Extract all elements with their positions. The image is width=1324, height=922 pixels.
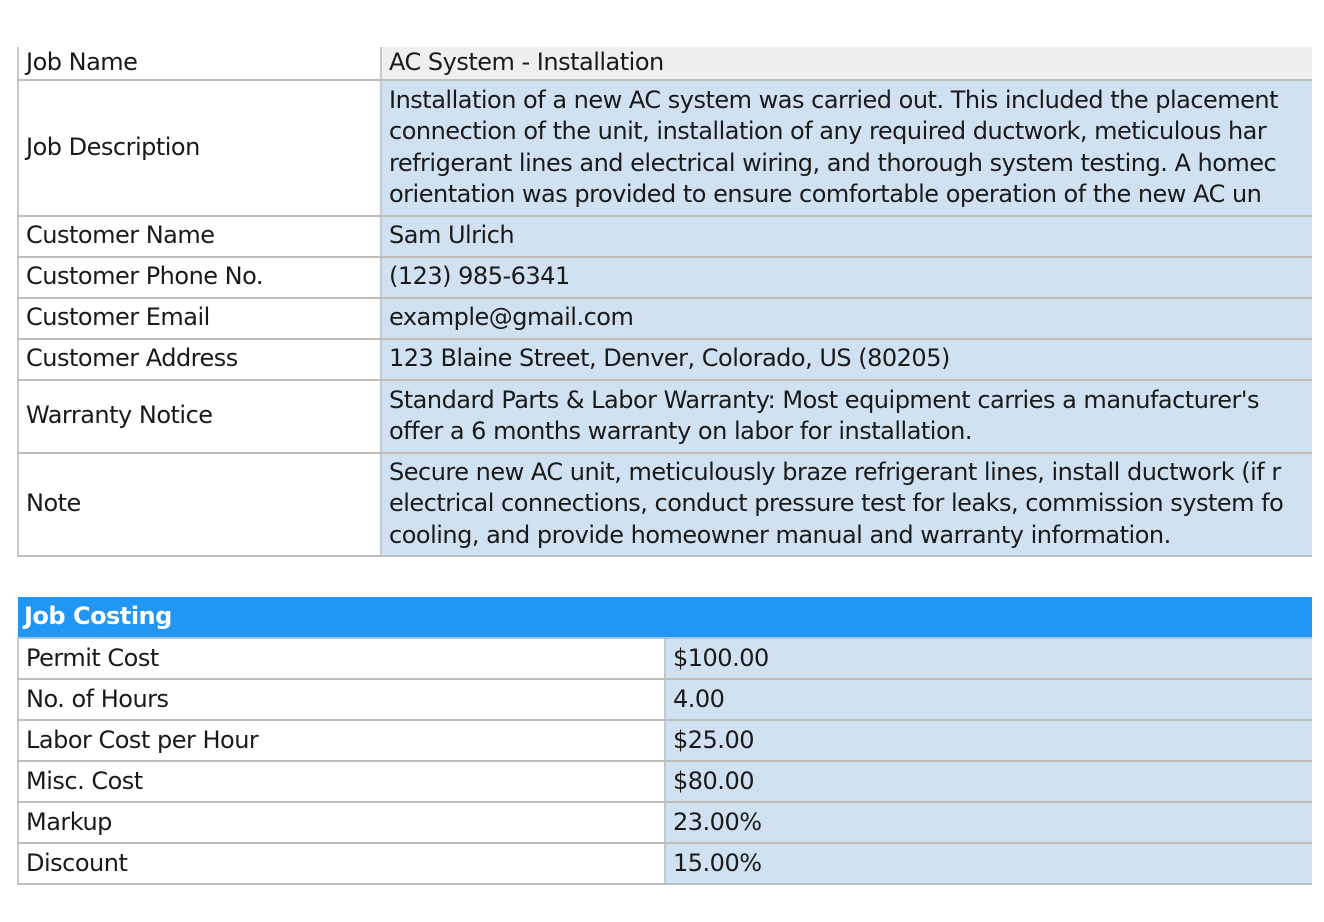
label-job-name[interactable]: Job Name [18,47,381,80]
label-labor-cost[interactable]: Labor Cost per Hour [18,720,665,761]
label-discount[interactable]: Discount [18,843,665,884]
value-discount[interactable]: 15.00% [665,843,1312,884]
job-costing-title[interactable]: Job Costing [18,597,1312,638]
note-line: cooling, and provide homeowner manual and warranty information. [389,520,1171,549]
description-line: orientation was provided to ensure comfortable operation of the new AC un [389,180,1262,208]
value-permit-cost[interactable]: $100.00 [665,638,1312,679]
label-customer-name[interactable]: Customer Name [18,216,381,257]
job-costing-table [17,597,1312,885]
job-costing-header [18,597,1312,638]
value-customer-email[interactable]: example@gmail.com [381,298,1312,339]
label-customer-phone[interactable]: Customer Phone No. [18,257,381,298]
row-discount [18,843,1312,884]
label-warranty-notice[interactable]: Warranty Notice [18,380,381,453]
value-labor-cost[interactable]: $25.00 [665,720,1312,761]
label-job-description[interactable]: Job Description [18,80,381,216]
row-warranty-notice [18,380,1312,453]
label-note[interactable]: Note [18,453,381,556]
row-job-name [18,47,1312,80]
row-permit-cost [18,638,1312,679]
value-customer-address[interactable]: 123 Blaine Street, Denver, Colorado, US (80205) [381,339,1312,380]
value-markup[interactable]: 23.00% [665,802,1312,843]
row-customer-name [18,216,1312,257]
label-customer-email[interactable]: Customer Email [18,298,381,339]
row-labor-cost [18,720,1312,761]
warranty-line: offer a 6 months warranty on labor for installation. [389,417,972,445]
value-customer-name[interactable]: Sam Ulrich [381,216,1312,257]
label-customer-address[interactable]: Customer Address [18,339,381,380]
label-markup[interactable]: Markup [18,802,665,843]
row-customer-email [18,298,1312,339]
job-details-table [17,47,1312,557]
row-misc-cost [18,761,1312,802]
description-line: connection of the unit, installation of any required ductwork, meticulous har [389,117,1267,145]
value-job-name[interactable]: AC System - Installation [381,47,1312,80]
row-job-description [18,80,1312,216]
value-customer-phone[interactable]: (123) 985-6341 [381,257,1312,298]
label-misc-cost[interactable]: Misc. Cost [18,761,665,802]
row-customer-address [18,339,1312,380]
label-permit-cost[interactable]: Permit Cost [18,638,665,679]
description-line: refrigerant lines and electrical wiring, and thorough system testing. A homec [389,148,1277,177]
value-hours[interactable]: 4.00 [665,679,1312,720]
row-customer-phone [18,257,1312,298]
row-markup [18,802,1312,843]
row-hours [18,679,1312,720]
value-misc-cost[interactable]: $80.00 [665,761,1312,802]
value-note[interactable] [381,453,1312,556]
warranty-line: Standard Parts & Labor Warranty: Most equipment carries a manufacturer's [389,385,1259,414]
note-line: Secure new AC unit, meticulously braze refrigerant lines, install ductwork (if r [389,457,1281,486]
description-line: Installation of a new AC system was carried out. This included the placement [389,85,1279,114]
value-job-description[interactable] [381,80,1312,216]
row-note [18,453,1312,556]
note-line: electrical connections, conduct pressure test for leaks, commission system fo [389,489,1284,518]
label-hours[interactable]: No. of Hours [18,679,665,720]
value-warranty-notice[interactable] [381,380,1312,453]
